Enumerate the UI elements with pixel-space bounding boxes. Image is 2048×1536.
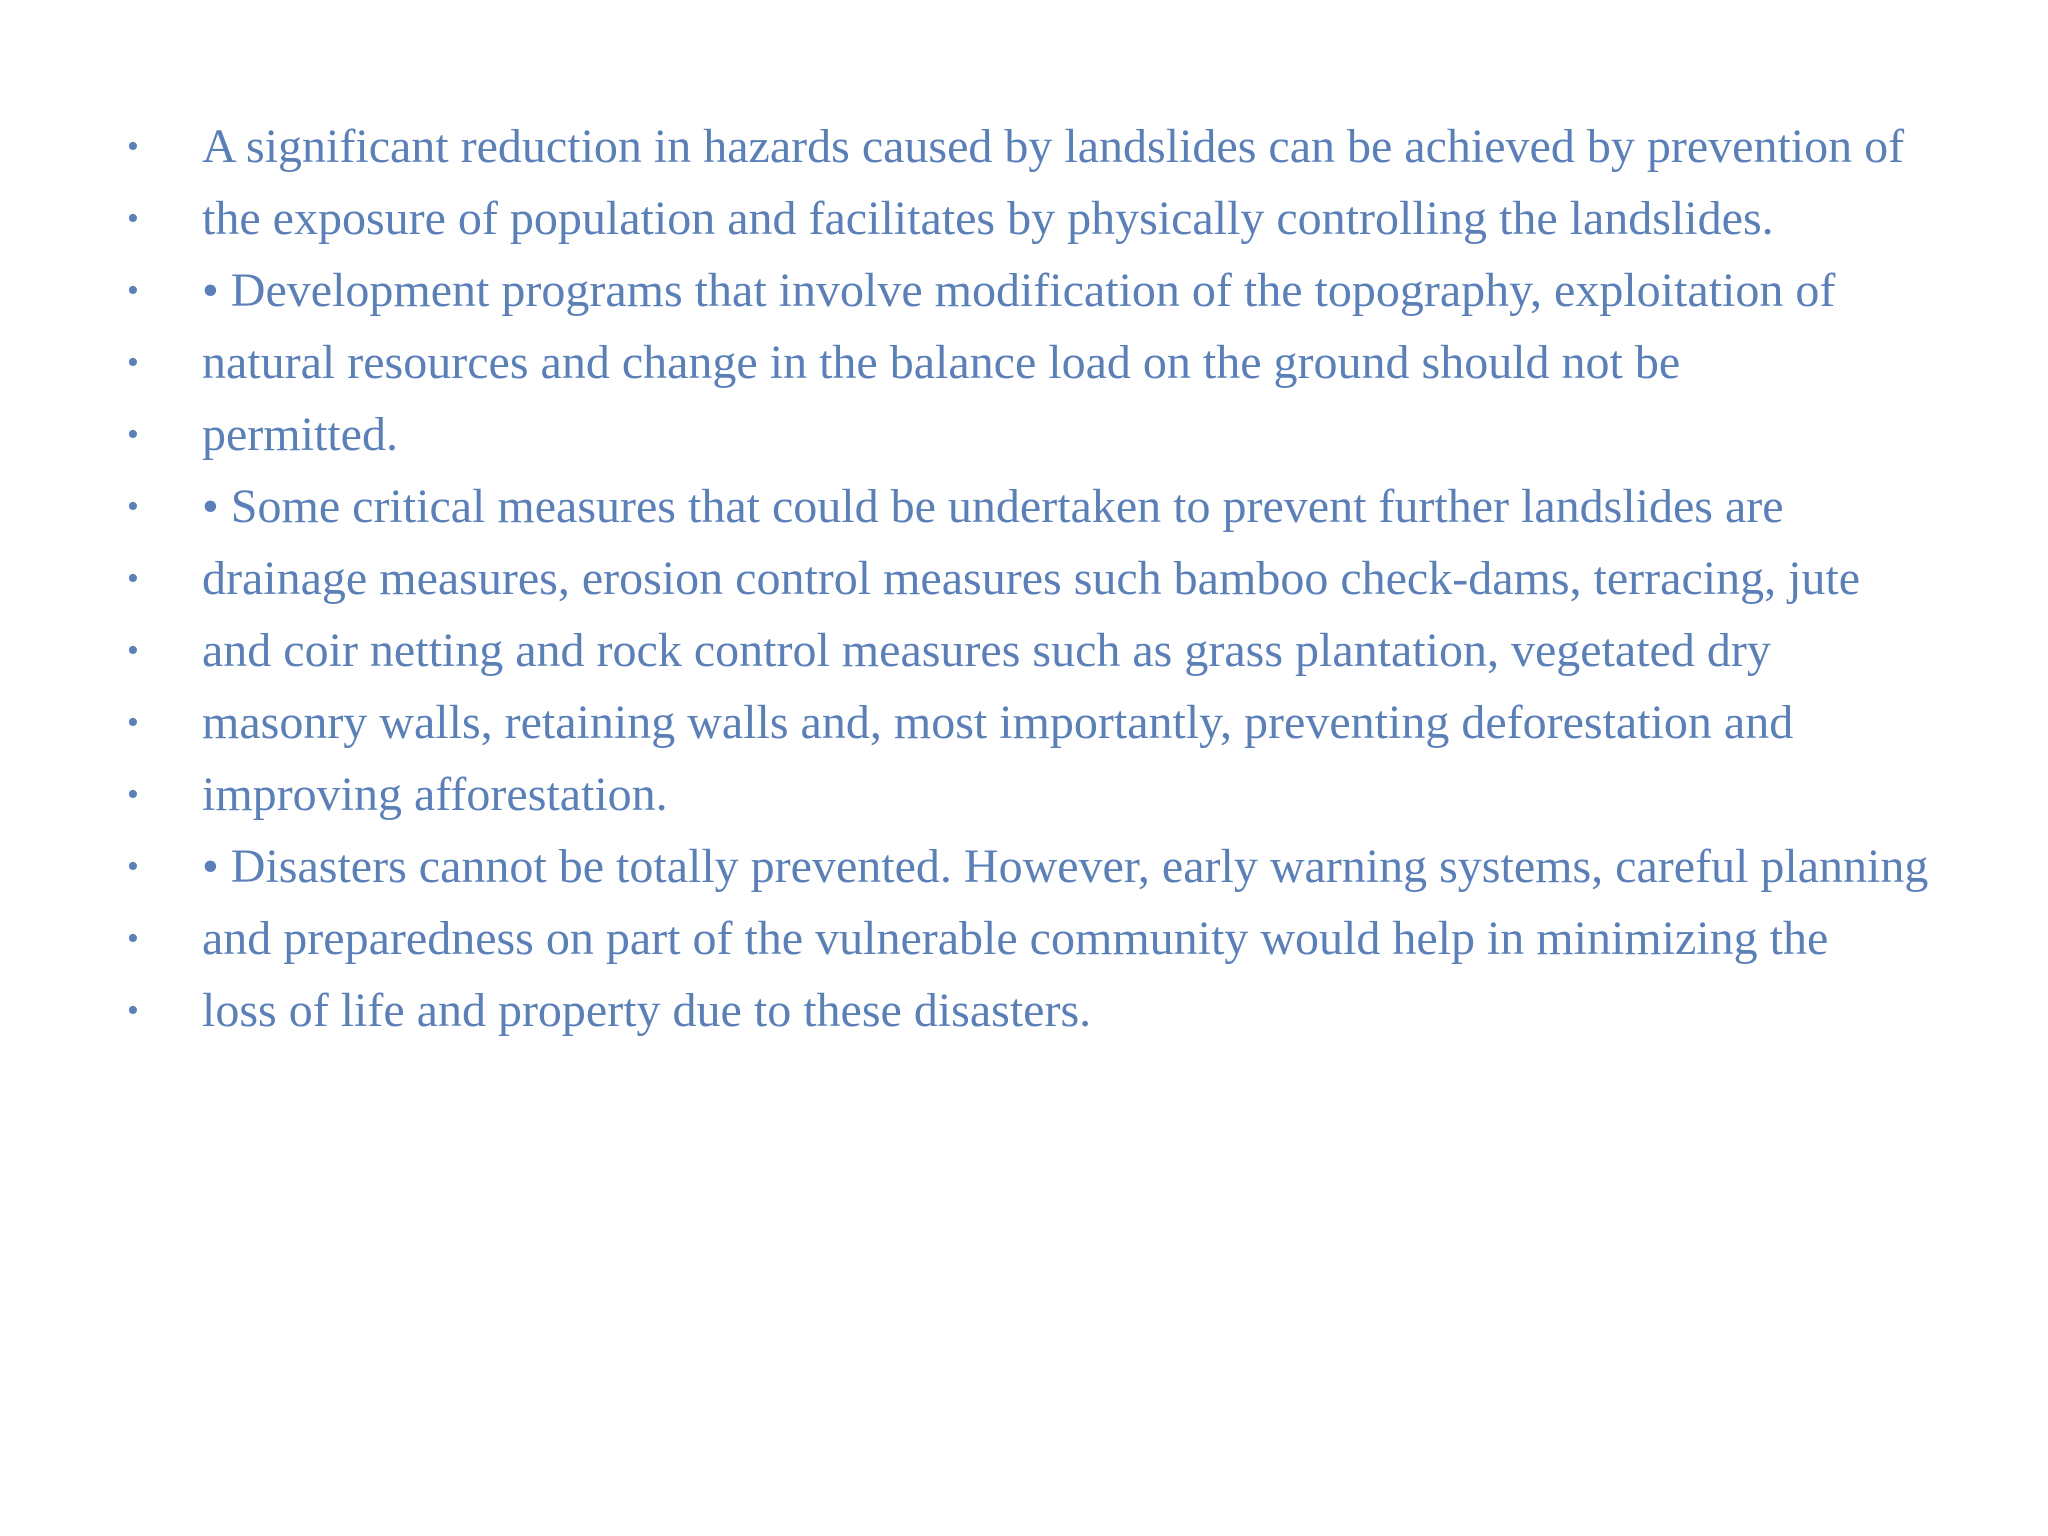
bullet-icon: •: [127, 992, 139, 1029]
bullet-item: [118, 116, 1958, 178]
bullet-item: [118, 692, 1958, 754]
bullet-text: permitted.: [202, 408, 398, 461]
bullet-icon: •: [127, 920, 139, 957]
bullet-item: [118, 476, 1958, 538]
bullet-text: • Some critical measures that could be undertaken to prevent further landslides are: [202, 480, 1784, 533]
bullet-icon: •: [127, 560, 139, 597]
bullet-text: and preparedness on part of the vulnerable community would help in minimizing the: [202, 912, 1829, 965]
bullet-item: [118, 764, 1958, 826]
bullet-text: A significant reduction in hazards caused by landslides can be achieved by prevention of: [202, 120, 1905, 173]
bullet-item: [118, 980, 1958, 1042]
bullet-icon: •: [127, 272, 139, 309]
bullet-item: [118, 908, 1958, 970]
bullet-text: loss of life and property due to these disasters.: [202, 984, 1092, 1037]
bullet-item: [118, 404, 1958, 466]
bullet-icon: •: [127, 848, 139, 885]
bullet-icon: •: [127, 416, 139, 453]
bullet-item: [118, 188, 1958, 250]
bullet-text: the exposure of population and facilitates by physically controlling the landslides.: [202, 192, 1774, 245]
bullet-icon: •: [127, 200, 139, 237]
bullet-icon: •: [127, 776, 139, 813]
bullet-icon: •: [127, 704, 139, 741]
bullet-icon: •: [127, 632, 139, 669]
bullet-text: drainage measures, erosion control measures such bamboo check-dams, terracing, jute: [202, 552, 1861, 605]
bullet-item: [118, 260, 1958, 322]
bullet-text: • Disasters cannot be totally prevented. However, early warning systems, careful planning: [202, 840, 1929, 893]
bullet-item: [118, 332, 1958, 394]
bullet-text: natural resources and change in the balance load on the ground should not be: [202, 336, 1681, 389]
bullet-item: [118, 620, 1958, 682]
bullet-list: [118, 116, 1958, 1052]
bullet-text: and coir netting and rock control measures such as grass plantation, vegetated dry: [202, 624, 1771, 677]
bullet-text: masonry walls, retaining walls and, most importantly, preventing deforestation and: [202, 696, 1794, 749]
bullet-item: [118, 836, 1958, 898]
bullet-text: • Development programs that involve modification of the topography, exploitation of: [202, 264, 1836, 317]
bullet-icon: •: [127, 128, 139, 165]
bullet-item: [118, 548, 1958, 610]
bullet-icon: •: [127, 488, 139, 525]
bullet-text: improving afforestation.: [202, 768, 668, 821]
bullet-icon: •: [127, 344, 139, 381]
